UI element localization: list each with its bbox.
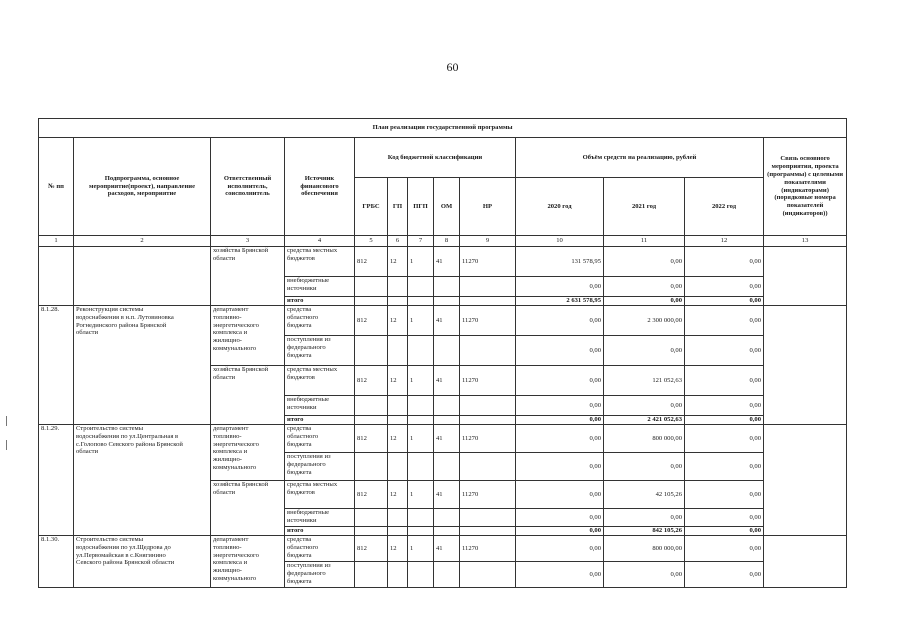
cell-executor: департамент топливно- энергетического комплекса и жилищно- коммунального (211, 306, 285, 366)
cell-2022: 0,00 (685, 396, 764, 416)
cell-2021: 2 300 000,00 (604, 306, 685, 336)
cell-2020: 131 578,95 (516, 247, 604, 277)
cell-nr: 11270 (460, 306, 516, 336)
cell-2022: 0,00 (685, 416, 764, 425)
cell-nr: 11270 (460, 425, 516, 453)
cell-2022: 0,00 (685, 536, 764, 562)
scan-edge-mark (6, 416, 7, 426)
cell-pgp: 1 (408, 306, 434, 336)
column-number: 6 (388, 236, 408, 247)
column-number: 4 (285, 236, 355, 247)
cell-program: Строительство системы водоснабжения по ул.Щедрова до ул.Первомайская в с.Княгинино Севского района Брянской области (74, 536, 211, 588)
cell-2021: 0,00 (604, 396, 685, 416)
cell-no: 8.1.29. (39, 425, 74, 536)
cell-source: средства областного бюджета (285, 536, 355, 562)
header-2022: 2022 год (685, 178, 764, 236)
cell-2021: 0,00 (604, 336, 685, 366)
cell-om: 41 (434, 247, 460, 277)
cell-program: Строительство системы водоснабжения по ул.Центральная в с.Голопово Севского района Брянской области (74, 425, 211, 536)
header-pgp: ПГП (408, 178, 434, 236)
table-row (39, 247, 847, 277)
cell-link (764, 247, 847, 306)
column-number: 2 (74, 236, 211, 247)
header-program: Подпрограмма, основное мероприятие(проект), направление расходов, мероприятие (74, 138, 211, 236)
cell-2021: 0,00 (604, 453, 685, 481)
cell-source: поступления из федерального бюджета (285, 562, 355, 588)
cell-link (764, 425, 847, 536)
table-title: План реализации государственной программы (39, 119, 847, 138)
header-grbs: ГРБС (355, 178, 388, 236)
cell-2020: 0,00 (516, 336, 604, 366)
cell-link (764, 306, 847, 425)
cell-2020: 0,00 (516, 366, 604, 396)
header-source: Источник финансового обеспечения (285, 138, 355, 236)
cell-source: средства местных бюджетов (285, 247, 355, 277)
cell-source: поступления из федерального бюджета (285, 453, 355, 481)
cell-2021: 0,00 (604, 562, 685, 588)
cell-2022: 0,00 (685, 297, 764, 306)
cell-source: внебюджетные источники (285, 277, 355, 297)
cell-executor: хозяйства Брянской области (211, 366, 285, 425)
page-number: 60 (446, 60, 459, 74)
column-number: 5 (355, 236, 388, 247)
cell-source: поступления из федерального бюджета (285, 336, 355, 366)
cell-2020: 0,00 (516, 396, 604, 416)
cell-2021: 2 421 052,63 (604, 416, 685, 425)
cell-2020: 0,00 (516, 527, 604, 536)
cell-2022: 0,00 (685, 425, 764, 453)
header-code-group: Код бюджетной классификации (355, 138, 516, 178)
cell-2021: 800 000,00 (604, 536, 685, 562)
cell-executor: хозяйства Брянской области (211, 247, 285, 306)
cell-pgp: 1 (408, 536, 434, 562)
cell-2020: 0,00 (516, 481, 604, 509)
cell-no (39, 247, 74, 306)
table-row (39, 425, 847, 453)
column-number: 12 (685, 236, 764, 247)
cell-source-total: итого (285, 416, 355, 425)
cell-gp: 12 (388, 425, 408, 453)
cell-grbs: 812 (355, 425, 388, 453)
cell-2020: 0,00 (516, 509, 604, 527)
cell-2021: 800 000,00 (604, 425, 685, 453)
cell-om: 41 (434, 306, 460, 336)
column-number: 3 (211, 236, 285, 247)
cell-source: внебюджетные источники (285, 396, 355, 416)
cell-gp: 12 (388, 366, 408, 396)
header-volume-group: Объём средств на реализацию, рублей (516, 138, 764, 178)
cell-2022: 0,00 (685, 453, 764, 481)
cell-gp: 12 (388, 306, 408, 336)
header-2020: 2020 год (516, 178, 604, 236)
cell-om: 41 (434, 425, 460, 453)
column-number: 10 (516, 236, 604, 247)
cell-nr: 11270 (460, 366, 516, 396)
column-number: 7 (408, 236, 434, 247)
cell-2022: 0,00 (685, 306, 764, 336)
cell-2020: 0,00 (516, 306, 604, 336)
column-number: 8 (434, 236, 460, 247)
cell-2020: 0,00 (516, 277, 604, 297)
cell-2021: 0,00 (604, 509, 685, 527)
cell-grbs: 812 (355, 366, 388, 396)
cell-gp: 12 (388, 481, 408, 509)
cell-2022: 0,00 (685, 481, 764, 509)
cell-program: Реконструкция системы водоснабжения в н.п. Лутовиновка Рогнединского района Брянской области (74, 306, 211, 425)
header-link: Связь основного мероприятия, проекта (программы) с целевыми показателями (индикаторами) (порядковые номера показателей (индикаторов)) (764, 138, 847, 236)
cell-2022: 0,00 (685, 562, 764, 588)
cell-2021: 0,00 (604, 297, 685, 306)
table-row (39, 306, 847, 336)
cell-source: средства областного бюджета (285, 425, 355, 453)
cell-2020: 0,00 (516, 416, 604, 425)
cell-pgp: 1 (408, 366, 434, 396)
cell-2021: 42 105,26 (604, 481, 685, 509)
cell-2021: 121 052,63 (604, 366, 685, 396)
plan-table (38, 118, 847, 588)
header-om: ОМ (434, 178, 460, 236)
cell-executor: департамент топливно- энергетического комплекса и жилищно- коммунального (211, 425, 285, 481)
cell-executor: департамент топливно- энергетического комплекса и жилищно- коммунального (211, 536, 285, 588)
cell-gp: 12 (388, 536, 408, 562)
cell-2022: 0,00 (685, 509, 764, 527)
cell-2020: 0,00 (516, 536, 604, 562)
cell-grbs: 812 (355, 481, 388, 509)
cell-source-total: итого (285, 527, 355, 536)
cell-2022: 0,00 (685, 366, 764, 396)
cell-om: 41 (434, 366, 460, 396)
cell-source-total: итого (285, 297, 355, 306)
cell-2022: 0,00 (685, 336, 764, 366)
cell-2021: 0,00 (604, 247, 685, 277)
cell-program (74, 247, 211, 306)
cell-2020: 0,00 (516, 562, 604, 588)
cell-source: внебюджетные источники (285, 509, 355, 527)
cell-source: средства местных бюджетов (285, 481, 355, 509)
table-row (39, 536, 847, 562)
plan-sheet (38, 118, 846, 588)
cell-nr: 11270 (460, 536, 516, 562)
header-executor: Ответственный исполнитель, соисполнитель (211, 138, 285, 236)
cell-nr: 11270 (460, 247, 516, 277)
cell-2022: 0,00 (685, 527, 764, 536)
cell-2020: 0,00 (516, 453, 604, 481)
cell-2021: 842 105,26 (604, 527, 685, 536)
header-nr: НР (460, 178, 516, 236)
cell-no: 8.1.28. (39, 306, 74, 425)
cell-source: средства местных бюджетов (285, 366, 355, 396)
cell-om: 41 (434, 536, 460, 562)
cell-om: 41 (434, 481, 460, 509)
cell-pgp: 1 (408, 247, 434, 277)
cell-grbs: 812 (355, 306, 388, 336)
header-no: № пп (39, 138, 74, 236)
cell-pgp: 1 (408, 481, 434, 509)
cell-pgp: 1 (408, 425, 434, 453)
column-number: 13 (764, 236, 847, 247)
column-number: 1 (39, 236, 74, 247)
cell-2021: 0,00 (604, 277, 685, 297)
cell-2022: 0,00 (685, 277, 764, 297)
cell-executor: хозяйства Брянской области (211, 481, 285, 536)
column-number: 11 (604, 236, 685, 247)
cell-grbs: 812 (355, 247, 388, 277)
cell-nr: 11270 (460, 481, 516, 509)
cell-2022: 0,00 (685, 247, 764, 277)
cell-source: средства областного бюджета (285, 306, 355, 336)
cell-2020: 0,00 (516, 425, 604, 453)
cell-grbs: 812 (355, 536, 388, 562)
cell-link (764, 536, 847, 588)
cell-2020: 2 631 578,95 (516, 297, 604, 306)
column-number: 9 (460, 236, 516, 247)
cell-no: 8.1.30. (39, 536, 74, 588)
header-gp: ГП (388, 178, 408, 236)
cell-gp: 12 (388, 247, 408, 277)
scan-edge-mark (6, 440, 7, 450)
header-2021: 2021 год (604, 178, 685, 236)
